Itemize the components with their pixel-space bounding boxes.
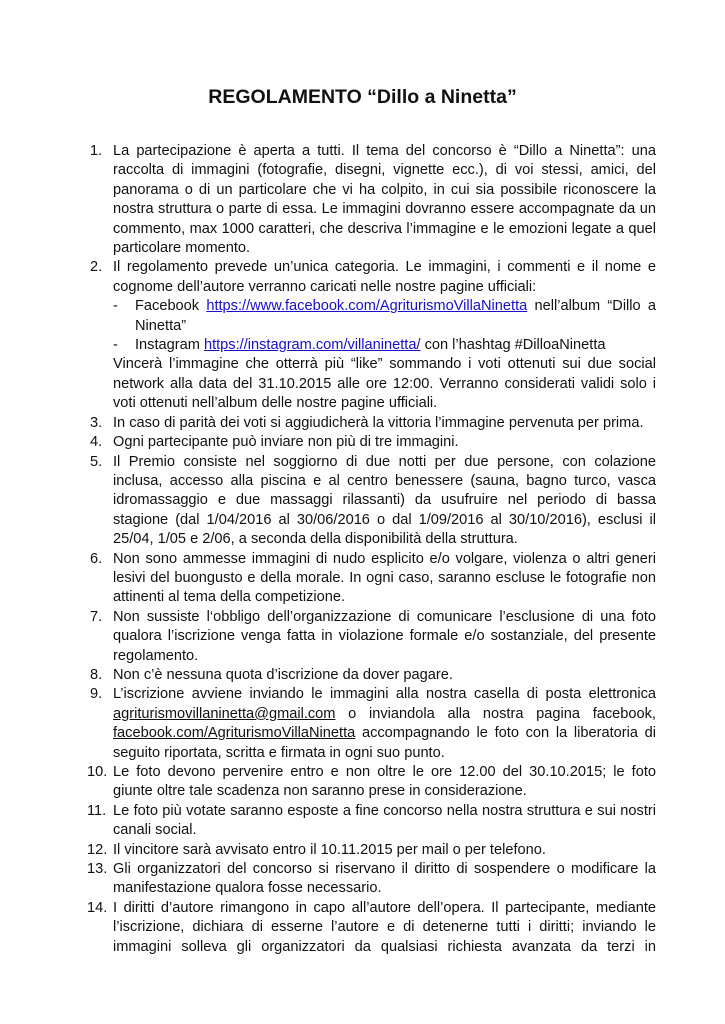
item-text: Non sussiste l‘obbligo dell’organizzazione di comunicare l’esclusione di una foto qualora l’iscrizione venga fatta in violazione formale e/o sostanziale, del presente regolamento. — [113, 608, 656, 664]
item-text: In caso di parità dei voti si aggiudicherà la vittoria l’immagine pervenuta per prima. — [113, 414, 644, 431]
item-text: Il vincitore sarà avvisato entro il 10.11.2015 per mail o per telefono. — [113, 841, 546, 858]
sub-item-instagram — [113, 336, 656, 355]
email-link[interactable]: agriturismovillaninetta@gmail.com — [113, 705, 336, 722]
sub-item-text: Facebook — [135, 298, 207, 315]
rule-item-8 — [90, 666, 656, 685]
document-title: REGOLAMENTO “Dillo a Ninetta” — [208, 86, 517, 108]
item-text: Ogni partecipante può inviare non più di tre immagini. — [113, 434, 459, 451]
rule-item-3 — [90, 414, 656, 433]
item-number: 13. — [87, 861, 108, 878]
item-text-after: Vincerà l’immagine che otterrà più “like” sommando i voti ottenuti sui due social network alla data del 31.10.2015 alle ore 12:00. Verranno considerati validi solo i voti ottenuti nell’album delle nostre pagine ufficiali. — [113, 356, 656, 412]
sub-item-text: Instagram — [135, 337, 204, 354]
sub-item-facebook — [113, 297, 656, 336]
facebook-page-link[interactable]: facebook.com/AgriturismoVillaNinetta — [113, 725, 356, 742]
item-number: 1. — [90, 143, 103, 159]
item-number: 2. — [90, 259, 103, 276]
item-text: Il Premio consiste nel soggiorno di due notti per due persone, con colazione inclusa, accesso alla piscina e al centro benessere (sauna, bagno turco, vasca idromassaggio e due massaggi rilassanti) da usufruire nel periodo di bassa stagione (dal 1/04/2016 al 30/06/2016 o dal 1/09/2016 al 30/10/2016), esclusi il 25/04, 1/05 e 2/06, a seconda della disponibilità della struttura. — [113, 453, 656, 548]
sub-item-text: con l’hashtag #DilloaNinetta — [420, 337, 606, 354]
item-number: 9. — [90, 686, 103, 703]
item-text: L’iscrizione avviene inviando le immagini alla nostra casella di posta elettronica — [113, 686, 656, 703]
item-number: 4. — [90, 434, 103, 451]
rule-item-14 — [87, 899, 656, 957]
item-text: Il regolamento prevede un’unica categoria. Le immagini, i commenti e il nome e cognome dell’autore verranno caricati nelle nostre pagine ufficiali: — [113, 259, 656, 295]
facebook-link[interactable]: https://www.facebook.com/AgriturismoVillaNinetta — [206, 298, 528, 315]
sub-item-text: nell’album “Dillo a Ninetta” — [135, 298, 656, 334]
item-number: 6. — [90, 550, 103, 567]
item-text: Non c’è nessuna quota d’iscrizione da dover pagare. — [113, 666, 453, 683]
instagram-link[interactable]: https://instagram.com/villaninetta/ — [203, 337, 421, 354]
rule-item-4 — [90, 433, 656, 452]
rule-item-9 — [90, 685, 656, 763]
item-number: 8. — [90, 666, 103, 683]
rule-item-2 — [90, 258, 656, 413]
rule-item-5 — [90, 453, 656, 550]
rule-item-6 — [90, 550, 656, 608]
rule-item-10 — [87, 763, 656, 802]
rule-item-13 — [87, 860, 656, 899]
item-text: Le foto più votate saranno esposte a fine concorso nella nostra struttura e sui nostri canali social. — [113, 802, 656, 839]
rule-item-11 — [87, 802, 656, 841]
item-text: La partecipazione è aperta a tutti. Il tema del concorso è “Dillo a Ninetta”: una raccolta di immagini (fotografie, disegni, vignette ecc.), di voi stessi, amici, del panorama o di un particolare che vi ha colpito, in cui sia possibile riconoscere la nostra struttura o parte di essa. Le immagini dovranno essere accompagnate da un commento, max 1000 caratteri, che descriva l’immagine e le emozioni legate a quel particolare momento. — [113, 143, 656, 257]
item-number: 14. — [87, 899, 108, 916]
item-number: 7. — [90, 608, 103, 625]
item-number: 10. — [87, 764, 108, 780]
rule-item-7 — [90, 608, 656, 666]
item-number: 3. — [90, 414, 103, 431]
item-text: o inviandola alla nostra pagina facebook, — [335, 705, 656, 722]
item-text: Le foto devono pervenire entro e non oltre le ore 12.00 del 30.10.2015; le foto giunte oltre tale scadenza non saranno prese in considerazione. — [113, 764, 656, 800]
rules-list — [87, 142, 656, 957]
item-number: 5. — [90, 453, 103, 470]
item-text: Non sono ammesse immagini di nudo esplicito e/o volgare, violenza o altri generi lesivi del buongusto e della morale. In ogni caso, saranno escluse le fotografie non attinenti al tema della competizione. — [113, 550, 656, 606]
item-number: 12. — [87, 841, 108, 858]
item-text: accompagnando le foto con la liberatoria di seguito riportata, scritta e firmata in ogni suo punto. — [113, 725, 656, 761]
item-text: I diritti d’autore rimangono in capo all’autore dell’opera. Il partecipante, mediante l’iscrizione, dichiara di esserne l’autore e di detenerne tutti i diritti; inviando le immagini solleva gli organizzatori da qualsiasi richiesta avanzata da terzi in — [113, 899, 656, 955]
dash-bullet: - — [113, 337, 118, 354]
item-number: 11. — [87, 802, 107, 819]
dash-bullet: - — [113, 298, 118, 315]
item-text: Gli organizzatori del concorso si riservano il diritto di sospendere o modificare la manifestazione qualora fosse necessario. — [113, 861, 656, 897]
rule-item-1 — [90, 142, 656, 258]
rule-item-12 — [87, 841, 656, 860]
